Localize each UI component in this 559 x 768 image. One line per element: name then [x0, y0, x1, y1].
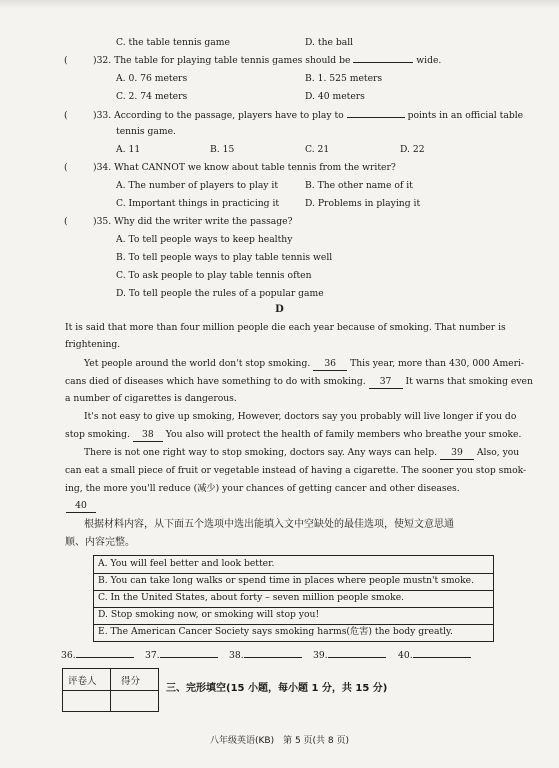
instruction-line1: 根据材料内容，从下面五个选项中选出能填入文中空缺处的最佳选项，使短文意思通 [84, 519, 454, 530]
q32-stem-part2: wide. [416, 55, 442, 66]
q34-stem: )34. What CANNOT we know about table tennis from the writer? [93, 162, 396, 173]
answer-blank-39 [313, 650, 386, 662]
score-table [62, 668, 159, 712]
q34-option-b: B. The other name of it [305, 180, 413, 191]
passage-p2-text2: This year, more than 430, 000 Ameri- [350, 358, 525, 369]
q33-paren: ( [64, 110, 68, 121]
passage-p3-text1: stop smoking. [65, 429, 130, 440]
answer-label-39: 39. [313, 650, 328, 661]
q34-option-c: C. Important things in practicing it [116, 198, 280, 209]
q35-option-c: C. To ask people to play table tennis often [116, 270, 312, 281]
q33-option-a: A. 11 [116, 144, 141, 155]
answer-blank-36 [61, 650, 134, 662]
passage-p3-line1: It's not easy to give up smoking, However, doctors say you probably will live longer if you do [84, 411, 517, 422]
passage-p4-line3: ing, the more you'll reduce (减少) your chances of getting cancer and other diseases. [65, 483, 460, 494]
passage-p1-line1: It is said that more than four million people die each year because of smoking. That number is [65, 322, 506, 333]
instruction-line2: 顺、内容完整。 [65, 537, 135, 548]
section3-title: 三、完形填空(15 小题，每小题 1 分，共 15 分) [166, 683, 388, 694]
passage-p4-text2: Also, you [476, 447, 520, 458]
score-table-divider [63, 690, 158, 691]
passage-p3-line2 [65, 429, 521, 442]
q34-option-a: A. The number of players to play it [116, 180, 279, 191]
options-divider [94, 624, 493, 625]
answer-blank-38 [229, 650, 302, 662]
passage-p2-line3: a number of cigarettes is dangerous. [65, 393, 237, 404]
answer-blank-40 [398, 650, 471, 662]
option-e: E. The American Cancer Society says smoking harms(危害) the body greatly. [98, 626, 453, 637]
passage-p2-text1: Yet people around the world don't stop smoking. [84, 358, 311, 369]
passage-p4-text1: There is not one right way to stop smoking, doctors say. Any ways can help. [84, 447, 438, 458]
passage-d-title: D [275, 304, 284, 315]
answer-line-37[interactable] [160, 657, 218, 658]
q33-stem-part1: )33. According to the passage, players have to play to [93, 110, 344, 121]
option-c: C. In the United States, about forty – seven million people smoke. [98, 592, 405, 603]
page-top-edge [0, 0, 559, 8]
blank-38: 38 [133, 429, 163, 442]
q32-paren: ( [64, 55, 68, 66]
q32-option-d: D. 40 meters [305, 91, 365, 102]
q34-paren: ( [64, 162, 68, 173]
passage-p2-line2 [65, 376, 533, 389]
answer-line-39[interactable] [328, 657, 386, 658]
q35-paren: ( [64, 216, 68, 227]
options-divider [94, 573, 493, 574]
passage-p1-line2: frightening. [65, 339, 121, 350]
q34-option-d: D. Problems in playing it [305, 198, 421, 209]
q32-stem-part1: )32. The table for playing table tennis games should be [93, 55, 351, 66]
answer-label-38: 38. [229, 650, 244, 661]
options-box [93, 555, 494, 642]
score-label: 得分 [121, 676, 141, 687]
q31-option-d: D. the ball [305, 37, 354, 48]
blank-40-line [66, 500, 96, 513]
option-d: D. Stop smoking now, or smoking will stop you! [98, 609, 320, 620]
answer-label-37: 37. [145, 650, 160, 661]
answer-line-36[interactable] [76, 657, 134, 658]
options-divider [94, 607, 493, 608]
q33-stem [93, 110, 523, 122]
answer-line-40[interactable] [413, 657, 471, 658]
q33-blank [347, 117, 405, 118]
q32-blank [353, 62, 413, 63]
q35-option-d: D. To tell people the rules of a popular game [116, 288, 324, 299]
option-a: A. You will feel better and look better. [98, 558, 275, 569]
q35-stem: )35. Why did the writer write the passage? [93, 216, 293, 227]
q33-option-c: C. 21 [305, 144, 330, 155]
answer-label-40: 40. [398, 650, 413, 661]
q35-option-b: B. To tell people ways to play table tennis well [116, 252, 333, 263]
q32-stem [93, 55, 441, 67]
blank-40: 40 [66, 500, 96, 513]
q31-option-c: C. the table tennis game [116, 37, 230, 48]
passage-p4-line1 [84, 447, 519, 460]
passage-p2-text3: cans died of diseases which have something to do with smoking. [65, 376, 366, 387]
q33-stem-cont: tennis game. [116, 126, 176, 137]
q33-stem-part2: points in an official table [407, 110, 524, 121]
answer-line-38[interactable] [244, 657, 302, 658]
q32-option-b: B. 1. 525 meters [305, 73, 383, 84]
blank-39: 39 [440, 447, 474, 460]
passage-p4-line2: can eat a small piece of fruit or vegetable instead of having a cigarette. The sooner you stop smok- [65, 465, 527, 476]
answer-blank-37 [145, 650, 218, 662]
option-b: B. You can take long walks or spend time in places where people mustn't smoke. [98, 575, 475, 586]
passage-p2-text4: It warns that smoking even [405, 376, 533, 387]
q32-option-a: A. 0. 76 meters [116, 73, 188, 84]
answer-label-36: 36. [61, 650, 76, 661]
blank-36: 36 [313, 358, 347, 371]
q33-option-b: B. 15 [210, 144, 235, 155]
blank-37: 37 [369, 376, 403, 389]
q32-option-c: C. 2. 74 meters [116, 91, 188, 102]
q35-option-a: A. To tell people ways to keep healthy [116, 234, 293, 245]
grader-label: 评卷人 [68, 676, 97, 687]
passage-p2-line1 [84, 358, 524, 371]
options-divider [94, 590, 493, 591]
q33-option-d: D. 22 [400, 144, 425, 155]
passage-p3-text2: You also will protect the health of family members who breathe your smoke. [165, 429, 522, 440]
page-footer: 八年级英语(KB) 第 5 页(共 8 页) [209, 736, 350, 746]
